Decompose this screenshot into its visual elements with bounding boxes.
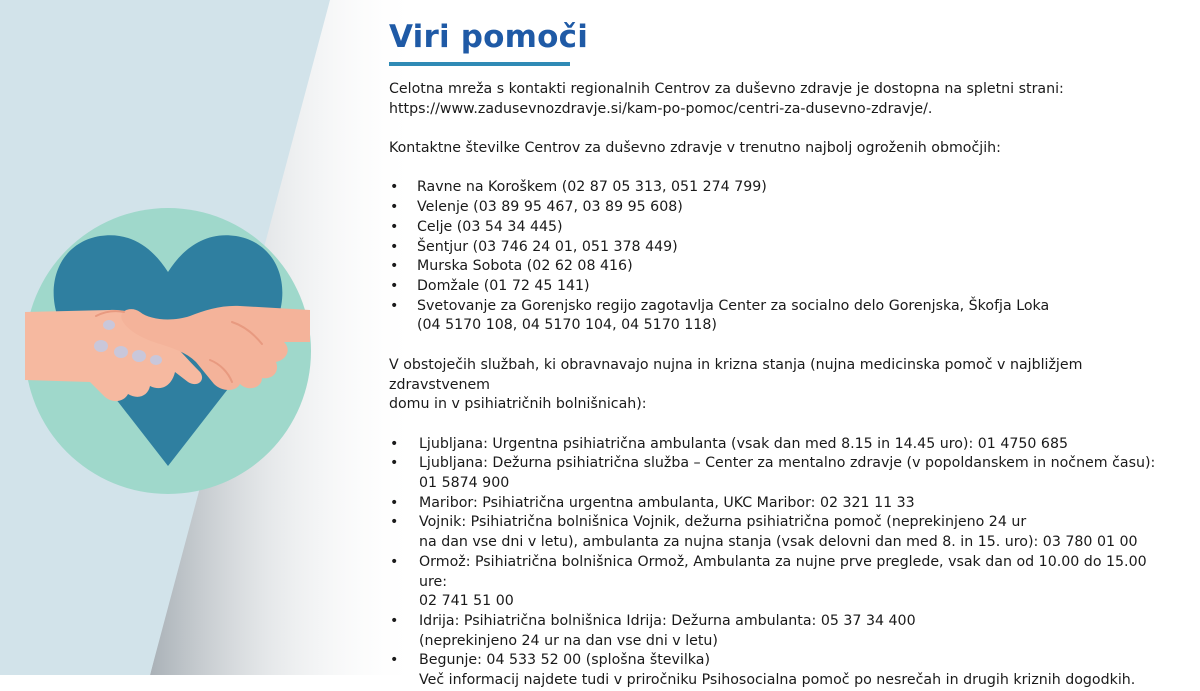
bullet: •: [390, 258, 399, 275]
list-item: • Ljubljana: Dežurna psihiatrična služba – Center za mentalno zdravje (v popoldanskem in nočnem času): 01 5874 900: [390, 455, 1156, 491]
list-item: • Murska Sobota (02 62 08 416): [389, 257, 1179, 277]
bullet: •: [390, 218, 399, 235]
list-item: • Begunje: 04 533 52 00 (splošna številka) Več informacij najdete tudi v priročniku Psihosocialna pomoč po nesrečah in drugih kriznih dogodkih.: [390, 652, 1136, 689]
intro-line-1: Celotna mreža s kontakti regionalnih Centrov za duševno zdravje je dostopna na spletni strani:: [389, 81, 1064, 97]
heart-handshake-icon: [25, 208, 311, 494]
list-item: • Ljubljana: Urgentna psihiatrična ambulanta (vsak dan med 8.15 in 14.45 uro): 01 4750 685: [389, 435, 1179, 455]
list-item: • Ravne na Koroškem (02 87 05 313, 051 274 799): [389, 178, 1179, 198]
list-item: • Velenje (03 89 95 467, 03 89 95 608): [389, 198, 1179, 218]
list-item: • Svetovanje za Gorenjsko regijo zagotavlja Center za socialno delo Gorenjska, Škofja Loka (04 5170 108, 04 5170 104, 04 5170 118): [390, 297, 1050, 334]
bullet: •: [390, 612, 399, 629]
bullet: •: [390, 553, 399, 570]
bullet: •: [390, 494, 399, 511]
website-link-text: https://www.zadusevnozdravje.si/kam-po-pomoc/centri-za-dusevno-zdravje/.: [389, 100, 933, 117]
list-item: • Maribor: Psihiatrična urgentna ambulanta, UKC Maribor: 02 321 11 33: [389, 494, 1179, 514]
list-item: • Šentjur (03 746 24 01, 051 378 449): [389, 238, 1179, 258]
bullet: •: [390, 455, 399, 472]
page-title: Viri pomoči: [389, 19, 589, 55]
centers-heading: Kontaktne številke Centrov za duševno zdravje v trenutno najbolj ogroženih območjih:: [389, 140, 1001, 157]
bullet: •: [390, 652, 399, 669]
bullet: •: [390, 199, 399, 216]
list-item: • Domžale (01 72 45 141): [389, 277, 1179, 297]
bullet: •: [390, 514, 399, 531]
bullet: •: [390, 278, 399, 294]
centers-list: [389, 178, 1179, 336]
list-item: • Vojnik: Psihiatrična bolnišnica Vojnik, dežurna psihiatrična pomoč (neprekinjeno 24 ur na dan vse dni v letu), ambulanta za nujna stanja (vsak delovni dan med 8. in 15. uro): 03 780 01 00: [390, 514, 1138, 551]
slide-content: [389, 18, 1179, 691]
services-list: [389, 435, 1179, 691]
list-item: • Celje (03 54 34 445): [389, 218, 1179, 238]
bullet: •: [390, 179, 399, 196]
bullet: •: [390, 435, 399, 452]
bullet: •: [390, 238, 399, 255]
intro-paragraph: [389, 80, 1179, 119]
list-item: • Ormož: Psihiatrična bolnišnica Ormož, Ambulanta za nujne prve preglede, vsak dan od 10.00 do 15.00 ure: 02 741 51 00: [390, 553, 1147, 610]
title-underline: [389, 62, 570, 66]
list-item: • Idrija: Psihiatrična bolnišnica Idrija: Dežurna ambulanta: 05 37 34 400 (neprekinjeno 24 ur na dan vse dni v letu): [390, 612, 916, 649]
services-heading: V obstoječih službah, ki obravnavajo nujna in krizna stanja (nujna medicinska pomoč v najbližjem zdravstvenem domu in v psihiatričnih bolnišnicah):: [389, 356, 1083, 413]
bullet: •: [390, 297, 399, 314]
